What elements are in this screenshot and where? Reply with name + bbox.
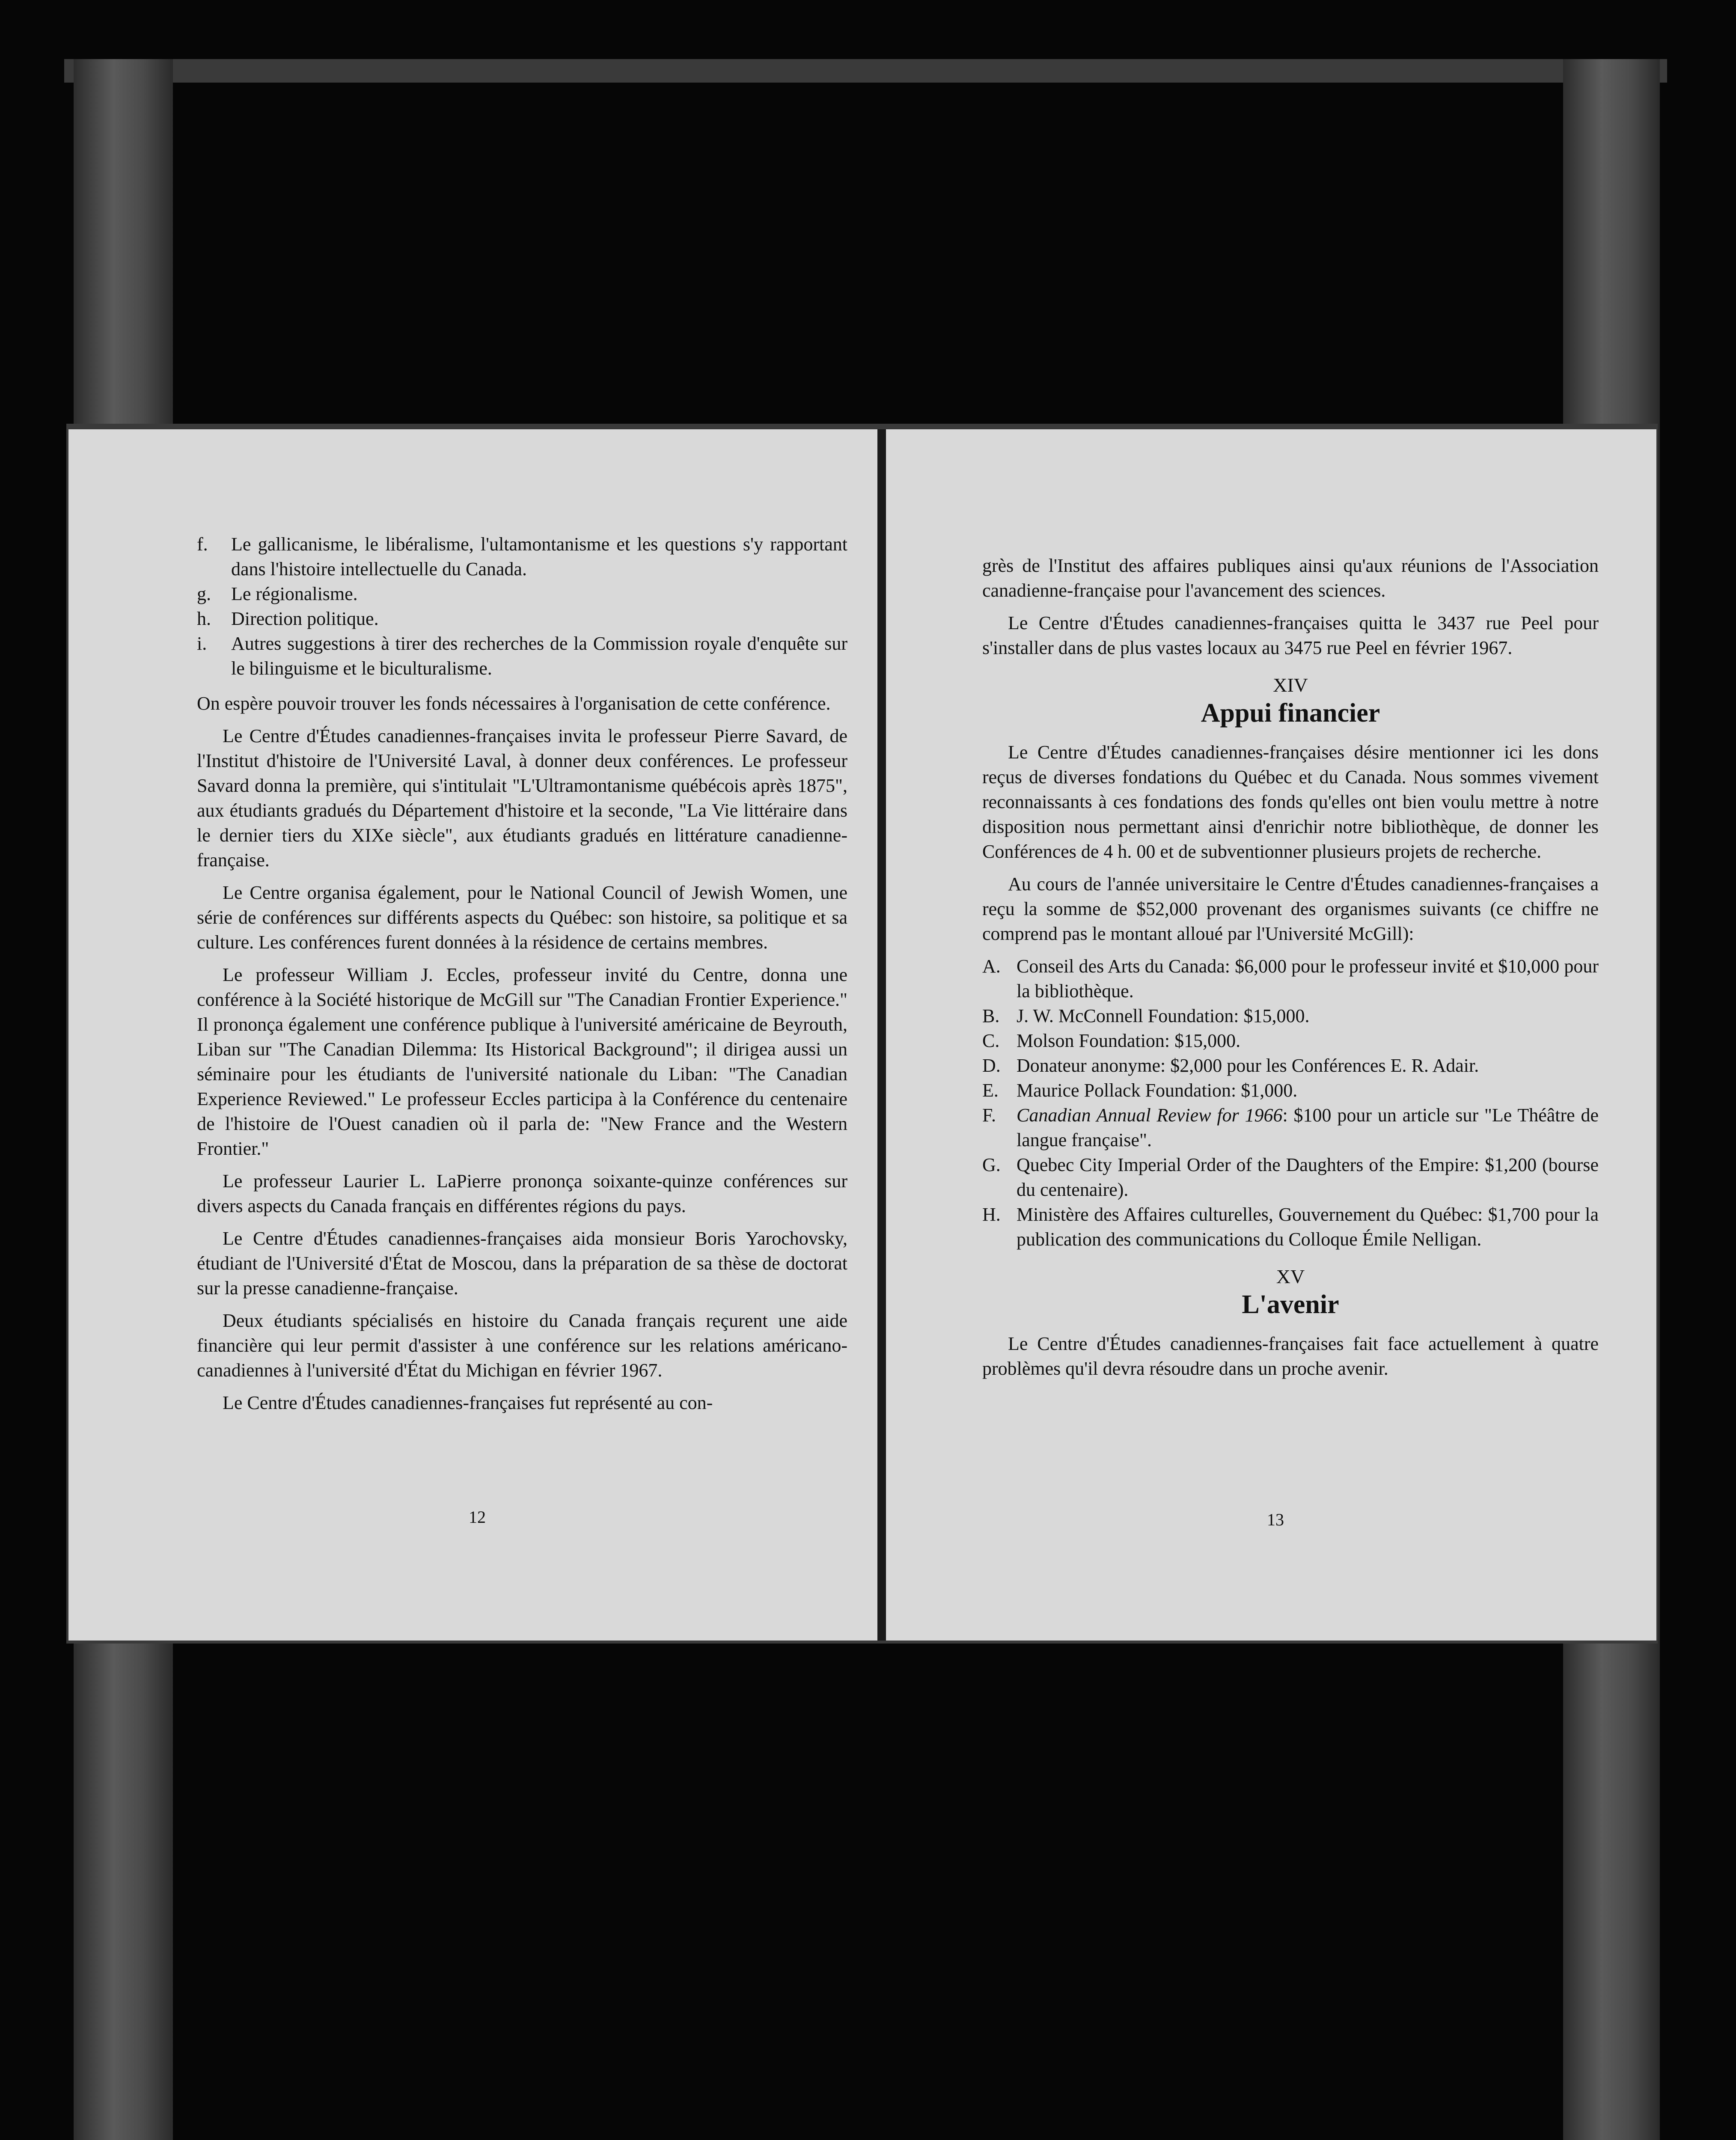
left-page: [68, 429, 877, 1641]
list-item: A. Conseil des Arts du Canada: $6,000 pour le professeur invité et $10,000 pour la bibliothèque.: [982, 956, 1599, 1002]
italic-title: Canadian Annual Review for 1966: [1017, 1105, 1283, 1126]
paragraph: Le Centre d'Études canadiennes-françaises fait face actuellement à quatre problèmes qu'il devra résoudre dans un proche avenir.: [982, 1333, 1599, 1379]
paragraph: Le Centre d'Études canadiennes-françaises invita le professeur Pierre Savard, de l'Institut d'histoire de l'Université Laval, à donner deux conférences. Le professeur Savard donna la première, qui s'intitulait "L'Ultramontanisme québécois après 1875", aux étudiants gradués du Département d'histoire et la seconde, "La Vie littéraire dans le dernier tiers du XIXe siècle", aux étudiants gradués en littérature canadienne-française.: [197, 725, 847, 871]
list-item: f. Le gallicanisme, le libéralisme, l'ultamontanisme et les questions s'y rapportant dans l'histoire intellectuelle du Canada.: [197, 534, 847, 580]
paragraph: Le Centre organisa également, pour le National Council of Jewish Women, une série de conférences sur différents aspects du Québec: son histoire, sa politique et sa culture. Les conférences furent données à la résidence de certains membres.: [197, 882, 847, 953]
paragraph: Au cours de l'année universitaire le Centre d'Études canadiennes-françaises a reçu la somme de $52,000 provenant des organismes suivants (ce chiffre ne comprend pas le montant alloué par l'Université McGill):: [982, 874, 1599, 944]
list-item: C. Molson Foundation: $15,000.: [982, 1030, 1241, 1051]
film-frame-top: [64, 59, 1667, 83]
section-number: XIV: [1273, 674, 1308, 696]
section-title: Appui financier: [1201, 698, 1380, 728]
list-item: G. Quebec City Imperial Order of the Daughters of the Empire: $1,200 (bourse du centenaire).: [982, 1154, 1599, 1200]
paragraph: Le Centre d'Études canadiennes-françaises quitta le 3437 rue Peel pour s'installer dans de plus vastes locaux au 3475 rue Peel en février 1967.: [982, 612, 1599, 658]
paragraph: Le professeur Laurier L. LaPierre prononça soixante-quinze conférences sur divers aspects du Canada français en différentes régions du pays.: [197, 1171, 847, 1216]
page-number: 13: [1267, 1510, 1284, 1529]
paragraph: Le Centre d'Études canadiennes-françaises fut représenté au con-: [223, 1392, 713, 1413]
book-gutter: [877, 429, 886, 1641]
section-title: L'avenir: [1242, 1290, 1339, 1319]
right-page-text: [982, 553, 1599, 1389]
paragraph: Le Centre d'Études canadiennes-françaises aida monsieur Boris Yarochovsky, étudiant de l'Université d'État de Moscou, dans la préparation de sa thèse de doctorat sur la presse canadienne-française.: [197, 1228, 847, 1299]
paragraph: Deux étudiants spécialisés en histoire du Canada français reçurent une aide financière qui leur permit d'assister à une conférence sur les relations américano-canadiennes à l'université d'État du Michigan en février 1967.: [197, 1310, 847, 1381]
section-number: XV: [1276, 1266, 1305, 1287]
paragraph: grès de l'Institut des affaires publiques ainsi qu'aux réunions de l'Association canadienne-française pour l'avancement des sciences.: [982, 555, 1599, 601]
right-page: [886, 429, 1656, 1641]
list-item: H. Ministère des Affaires culturelles, Gouvernement du Québec: $1,700 pour la publication des communications du Colloque Émile Nelligan.: [982, 1204, 1599, 1250]
page-number: 12: [469, 1507, 486, 1527]
paragraph: Le professeur William J. Eccles, professeur invité du Centre, donna une conférence à la Société historique de McGill sur "The Canadian Frontier Experience." Il prononça également une conférence publique à l'université américaine de Beyrouth, Liban sur "The Canadian Dilemma: Its Historical Background"; il dirigea aussi un séminaire pour les étudiants de l'université nationale du Liban: "The Canadian Experience Reviewed." Le professeur Eccles participa à la Conférence du centenaire de l'histoire de l'Ouest canadien où il parla de: "New France and the Western Frontier.": [197, 964, 847, 1159]
paragraph: On espère pouvoir trouver les fonds nécessaires à l'organisation de cette conférence.: [197, 693, 831, 714]
list-item: h. Direction politique.: [197, 608, 379, 629]
list-item: D. Donateur anonyme: $2,000 pour les Conférences E. R. Adair.: [982, 1055, 1479, 1076]
list-item: g. Le régionalisme.: [197, 583, 358, 604]
list-item: i. Autres suggestions à tirer des recherches de la Commission royale d'enquête sur le bilinguisme et le biculturalisme.: [197, 633, 847, 679]
left-page-text: [197, 532, 847, 1423]
list-item: F. Canadian Annual Review for 1966: $100 pour un article sur "Le Théâtre de langue française".: [982, 1105, 1599, 1150]
list-item: B. J. W. McConnell Foundation: $15,000.: [982, 1005, 1310, 1026]
list-item: E. Maurice Pollack Foundation: $1,000.: [982, 1080, 1298, 1101]
paragraph: Le Centre d'Études canadiennes-françaises désire mentionner ici les dons reçus de diverses fondations du Québec et du Canada. Nous sommes vivement reconnaissants à ces fondations des fonds qu'elles ont bien voulu mettre à notre disposition nous permettant ainsi d'enrichir notre bibliothèque, de donner les Conférences de 4 h. 00 et de subventionner plusieurs projets de recherche.: [982, 742, 1599, 862]
